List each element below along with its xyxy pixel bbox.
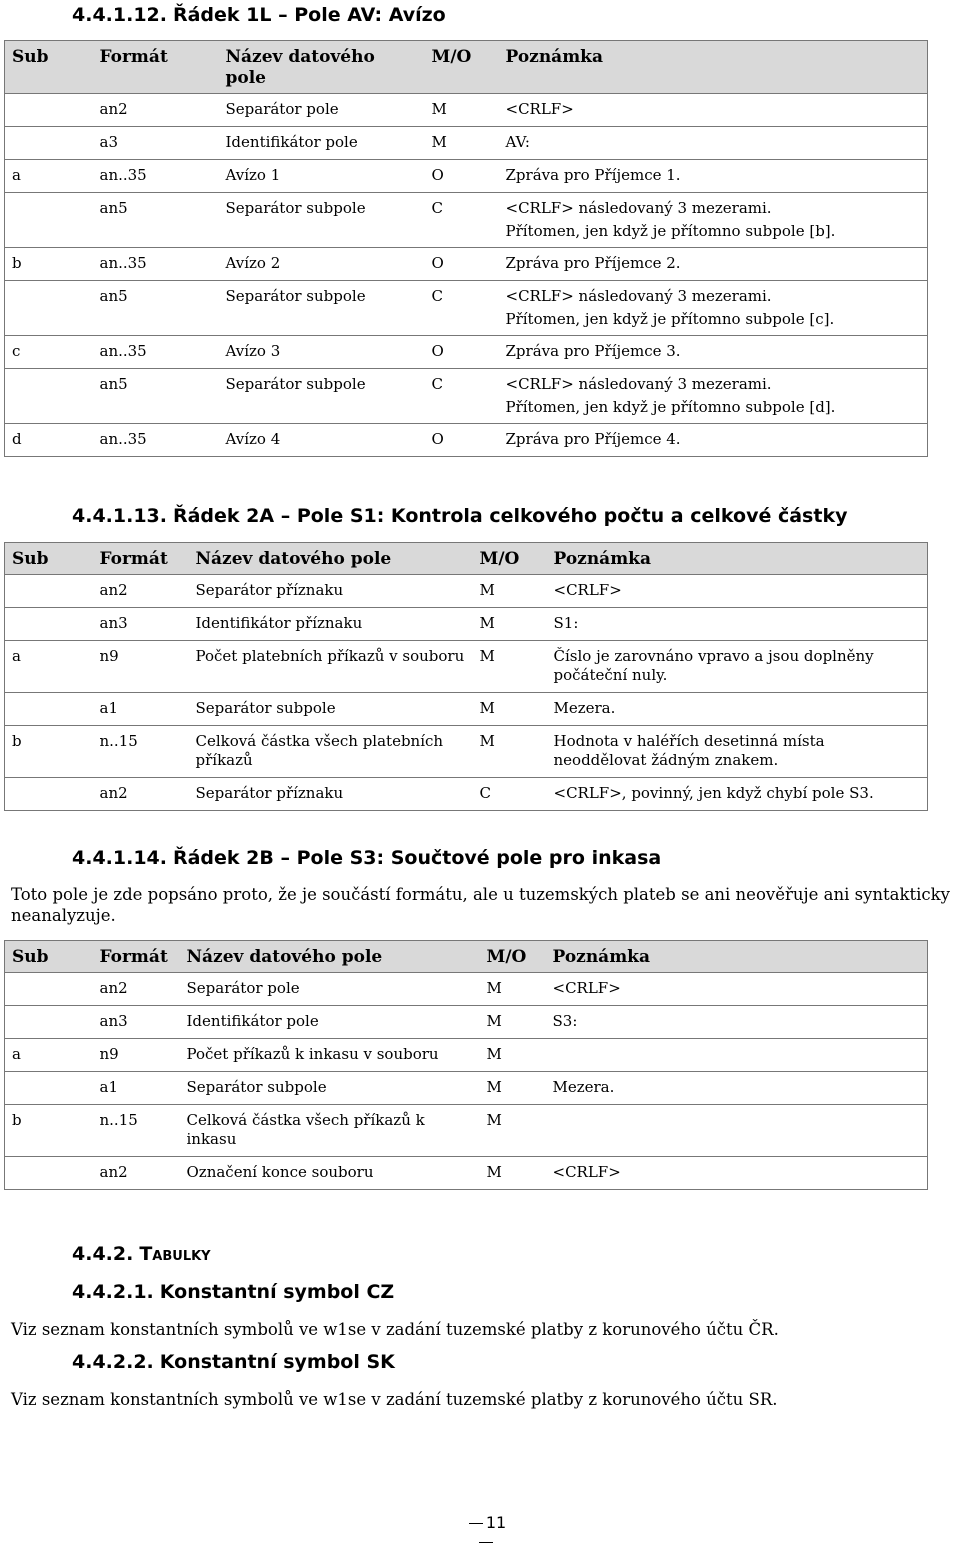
cell-field-name: Identifikátor pole — [219, 127, 425, 160]
cell-empty — [425, 218, 499, 248]
heading-number: 4.4.1.13. — [72, 505, 167, 527]
cell-mo: M — [480, 1006, 546, 1039]
header-format: Formát — [93, 41, 219, 94]
table-row — [5, 1157, 928, 1190]
cell-mo: M — [425, 94, 499, 127]
cell-field-name: Identifikátor pole — [180, 1006, 480, 1039]
cell-mo: O — [425, 248, 499, 281]
cell-format: an3 — [93, 1006, 180, 1039]
cell-mo: M — [473, 575, 547, 608]
cell-field-name: Avízo 2 — [219, 248, 425, 281]
cell-format: n..15 — [93, 726, 189, 778]
section-heading — [72, 1281, 394, 1303]
cell-note: <CRLF> následovaný 3 mezerami. — [499, 281, 928, 307]
heading-number: 4.4.1.12. — [72, 4, 167, 26]
cell-mo: M — [480, 1157, 546, 1190]
cell-field-name: Avízo 1 — [219, 160, 425, 193]
intro-paragraph: Toto pole je zde popsáno proto, že je součástí formátu, ale u tuzemských plateb se ani neověřuje ani syntakticky neanalyzuje. — [11, 885, 950, 925]
cell-field-name: Avízo 4 — [219, 424, 425, 457]
cell-sub — [5, 1072, 93, 1105]
table-row — [5, 726, 928, 778]
cell-note: <CRLF> — [546, 973, 928, 1006]
cell-note: <CRLF>, povinný, jen když chybí pole S3. — [547, 778, 928, 811]
header-format: Formát — [93, 941, 180, 973]
cell-mo: M — [425, 127, 499, 160]
cell-sub — [5, 693, 93, 726]
cell-format: a1 — [93, 1072, 180, 1105]
cell-field-name: Označení konce souboru — [180, 1157, 480, 1190]
cell-mo: M — [480, 1039, 546, 1072]
table-row — [5, 193, 928, 219]
cell-format: an..35 — [93, 248, 219, 281]
page-number: 11 — [460, 1513, 512, 1551]
cell-field-name: Separátor subpole — [225, 199, 366, 217]
cell-mo: M — [473, 726, 547, 778]
table-row — [5, 693, 928, 726]
cell-mo: M — [480, 1105, 546, 1157]
cell-note-continued: Přítomen, jen když je přítomno subpole [c]. — [499, 306, 928, 336]
cell-note: Zpráva pro Příjemce 3. — [499, 336, 928, 369]
table-header-row — [5, 543, 928, 575]
table-row — [5, 575, 928, 608]
table-row — [5, 1039, 928, 1072]
cell-format: n9 — [93, 1039, 180, 1072]
field-table-av — [4, 40, 928, 457]
cell-sub — [5, 575, 93, 608]
cell-field-name: Počet příkazů k inkasu v souboru — [180, 1039, 480, 1072]
cell-note: Hodnota v haléřích desetinná místa neoddělovat žádným znakem. — [547, 726, 928, 778]
heading-text: Konstantní symbol SK — [159, 1351, 395, 1373]
table-row — [5, 160, 928, 193]
cell-mo: M — [473, 641, 547, 693]
cell-sub: a — [5, 1039, 93, 1072]
cell-format: an..35 — [93, 160, 219, 193]
table-row — [5, 336, 928, 369]
cell-note: S3: — [546, 1006, 928, 1039]
cell-field-name: Separátor pole — [180, 973, 480, 1006]
cell-field-name: Identifikátor příznaku — [189, 608, 473, 641]
cell-field-name: Celková částka všech příkazů k inkasu — [180, 1105, 480, 1157]
cell-sub — [5, 94, 93, 127]
header-field-name: Název datového pole — [189, 543, 473, 575]
table-row — [5, 1105, 928, 1157]
header-sub: Sub — [5, 41, 93, 94]
cell-mo: O — [425, 160, 499, 193]
cell-field-name: Separátor příznaku — [189, 778, 473, 811]
table-row-continuation — [5, 394, 928, 424]
cell-sub: c — [5, 336, 93, 369]
cell-sub: b — [5, 726, 93, 778]
heading-text: Konstantní symbol CZ — [159, 1281, 395, 1303]
cell-empty — [5, 218, 93, 248]
table-row — [5, 641, 928, 693]
cell-sub — [5, 281, 93, 307]
cell-empty — [93, 306, 219, 336]
cell-format: n9 — [93, 641, 189, 693]
cell-format: an5 — [99, 287, 128, 305]
table-row — [5, 424, 928, 457]
cell-format: an3 — [93, 608, 189, 641]
table-row-continuation — [5, 306, 928, 336]
cell-mo: C — [431, 199, 443, 217]
header-format: Formát — [93, 543, 189, 575]
cell-mo: C — [431, 287, 443, 305]
cell-format: an2 — [93, 1157, 180, 1190]
header-sub: Sub — [5, 941, 93, 973]
body-paragraph: Viz seznam konstantních symbolů ve w1se v zadání tuzemské platby z korunového účtu SR. — [11, 1390, 778, 1409]
cell-sub — [5, 193, 93, 219]
cell-field-name: Separátor subpole — [225, 287, 366, 305]
cell-note: Zpráva pro Příjemce 4. — [499, 424, 928, 457]
cell-format: an5 — [99, 375, 128, 393]
cell-empty — [5, 394, 93, 424]
heading-number: 4.4.1.14. — [72, 847, 167, 869]
cell-note: Zpráva pro Příjemce 2. — [499, 248, 928, 281]
cell-field-name: Počet platebních příkazů v souboru — [189, 641, 473, 693]
table-row — [5, 778, 928, 811]
cell-sub — [5, 127, 93, 160]
header-note: Poznámka — [547, 543, 928, 575]
cell-empty — [5, 306, 93, 336]
cell-note: Zpráva pro Příjemce 1. — [499, 160, 928, 193]
cell-sub: d — [5, 424, 93, 457]
section-heading — [72, 1351, 395, 1373]
header-mo: M/O — [473, 543, 547, 575]
cell-sub — [5, 778, 93, 811]
heading-text: Tabulky — [139, 1243, 211, 1265]
cell-format: a1 — [93, 693, 189, 726]
table-row — [5, 1006, 928, 1039]
cell-note — [546, 1039, 928, 1072]
cell-empty — [219, 394, 425, 424]
table-row — [5, 248, 928, 281]
cell-note: S1: — [547, 608, 928, 641]
table-header-row — [5, 941, 928, 973]
cell-empty — [219, 218, 425, 248]
cell-sub — [5, 973, 93, 1006]
cell-sub — [5, 1006, 93, 1039]
table-row — [5, 608, 928, 641]
cell-empty — [93, 394, 219, 424]
section-heading — [72, 505, 847, 527]
cell-format: an5 — [99, 199, 128, 217]
cell-empty — [93, 218, 219, 248]
cell-field-name: Avízo 3 — [219, 336, 425, 369]
table-row-continuation — [5, 218, 928, 248]
cell-note — [546, 1105, 928, 1157]
cell-note: Číslo je zarovnáno vpravo a jsou doplněny počáteční nuly. — [547, 641, 928, 693]
cell-sub: b — [5, 248, 93, 281]
section-heading — [72, 847, 661, 869]
cell-sub: a — [5, 641, 93, 693]
heading-text: Řádek 2B – Pole S3: Součtové pole pro inkasa — [172, 847, 662, 869]
cell-note: <CRLF> — [546, 1157, 928, 1190]
cell-field-name: Separátor subpole — [189, 693, 473, 726]
cell-empty — [425, 306, 499, 336]
table-row — [5, 1072, 928, 1105]
cell-note-continued: Přítomen, jen když je přítomno subpole [b]. — [499, 218, 928, 248]
cell-sub: b — [5, 1105, 93, 1157]
table-header-row — [5, 41, 928, 94]
cell-field-name: Separátor příznaku — [189, 575, 473, 608]
heading-number: 4.4.2. — [72, 1243, 134, 1265]
cell-empty — [219, 306, 425, 336]
table-row — [5, 127, 928, 160]
header-mo: M/O — [425, 41, 499, 94]
cell-format: an..35 — [93, 336, 219, 369]
body-paragraph: Viz seznam konstantních symbolů ve w1se v zadání tuzemské platby z korunového účtu ČR. — [11, 1320, 779, 1339]
cell-note: <CRLF> — [547, 575, 928, 608]
cell-note: <CRLF> následovaný 3 mezerami. — [499, 193, 928, 219]
cell-format: an..35 — [93, 424, 219, 457]
cell-mo: O — [425, 424, 499, 457]
header-field-name: Název datového pole — [180, 941, 480, 973]
table-row — [5, 369, 928, 395]
cell-empty — [425, 394, 499, 424]
table-row — [5, 94, 928, 127]
cell-field-name: Separátor subpole — [225, 375, 366, 393]
cell-format: a3 — [93, 127, 219, 160]
cell-mo: M — [473, 608, 547, 641]
cell-note-continued: Přítomen, jen když je přítomno subpole [d]. — [499, 394, 928, 424]
cell-format: an2 — [93, 778, 189, 811]
cell-mo: C — [473, 778, 547, 811]
header-sub: Sub — [5, 543, 93, 575]
cell-mo: O — [425, 336, 499, 369]
table-row — [5, 281, 928, 307]
cell-mo: C — [431, 375, 443, 393]
header-note: Poznámka — [546, 941, 928, 973]
cell-format: an2 — [93, 973, 180, 1006]
header-note: Poznámka — [499, 41, 928, 94]
header-field-name: Název datového pole — [219, 41, 425, 94]
cell-format: an2 — [93, 575, 189, 608]
cell-field-name: Separátor pole — [219, 94, 425, 127]
cell-note: Mezera. — [547, 693, 928, 726]
cell-note: <CRLF> — [499, 94, 928, 127]
cell-sub — [5, 369, 93, 395]
table-row — [5, 973, 928, 1006]
cell-sub — [5, 1157, 93, 1190]
cell-mo: M — [480, 973, 546, 1006]
heading-number: 4.4.2.2. — [72, 1351, 154, 1373]
cell-mo: M — [480, 1072, 546, 1105]
heading-number: 4.4.2.1. — [72, 1281, 154, 1303]
cell-sub: a — [5, 160, 93, 193]
header-mo: M/O — [480, 941, 546, 973]
section-heading — [72, 1243, 211, 1265]
section-heading — [72, 4, 446, 26]
cell-format: n..15 — [93, 1105, 180, 1157]
field-table-s1 — [4, 542, 928, 811]
cell-field-name: Celková částka všech platebních příkazů — [189, 726, 473, 778]
cell-format: an2 — [93, 94, 219, 127]
cell-field-name: Separátor subpole — [180, 1072, 480, 1105]
cell-note: <CRLF> následovaný 3 mezerami. — [499, 369, 928, 395]
cell-sub — [5, 608, 93, 641]
heading-text: Řádek 1L – Pole AV: Avízo — [172, 4, 446, 26]
field-table-s3 — [4, 940, 928, 1190]
cell-mo: M — [473, 693, 547, 726]
cell-note: Mezera. — [546, 1072, 928, 1105]
cell-note: AV: — [499, 127, 928, 160]
heading-text: Řádek 2A – Pole S1: Kontrola celkového počtu a celkové částky — [172, 505, 848, 527]
